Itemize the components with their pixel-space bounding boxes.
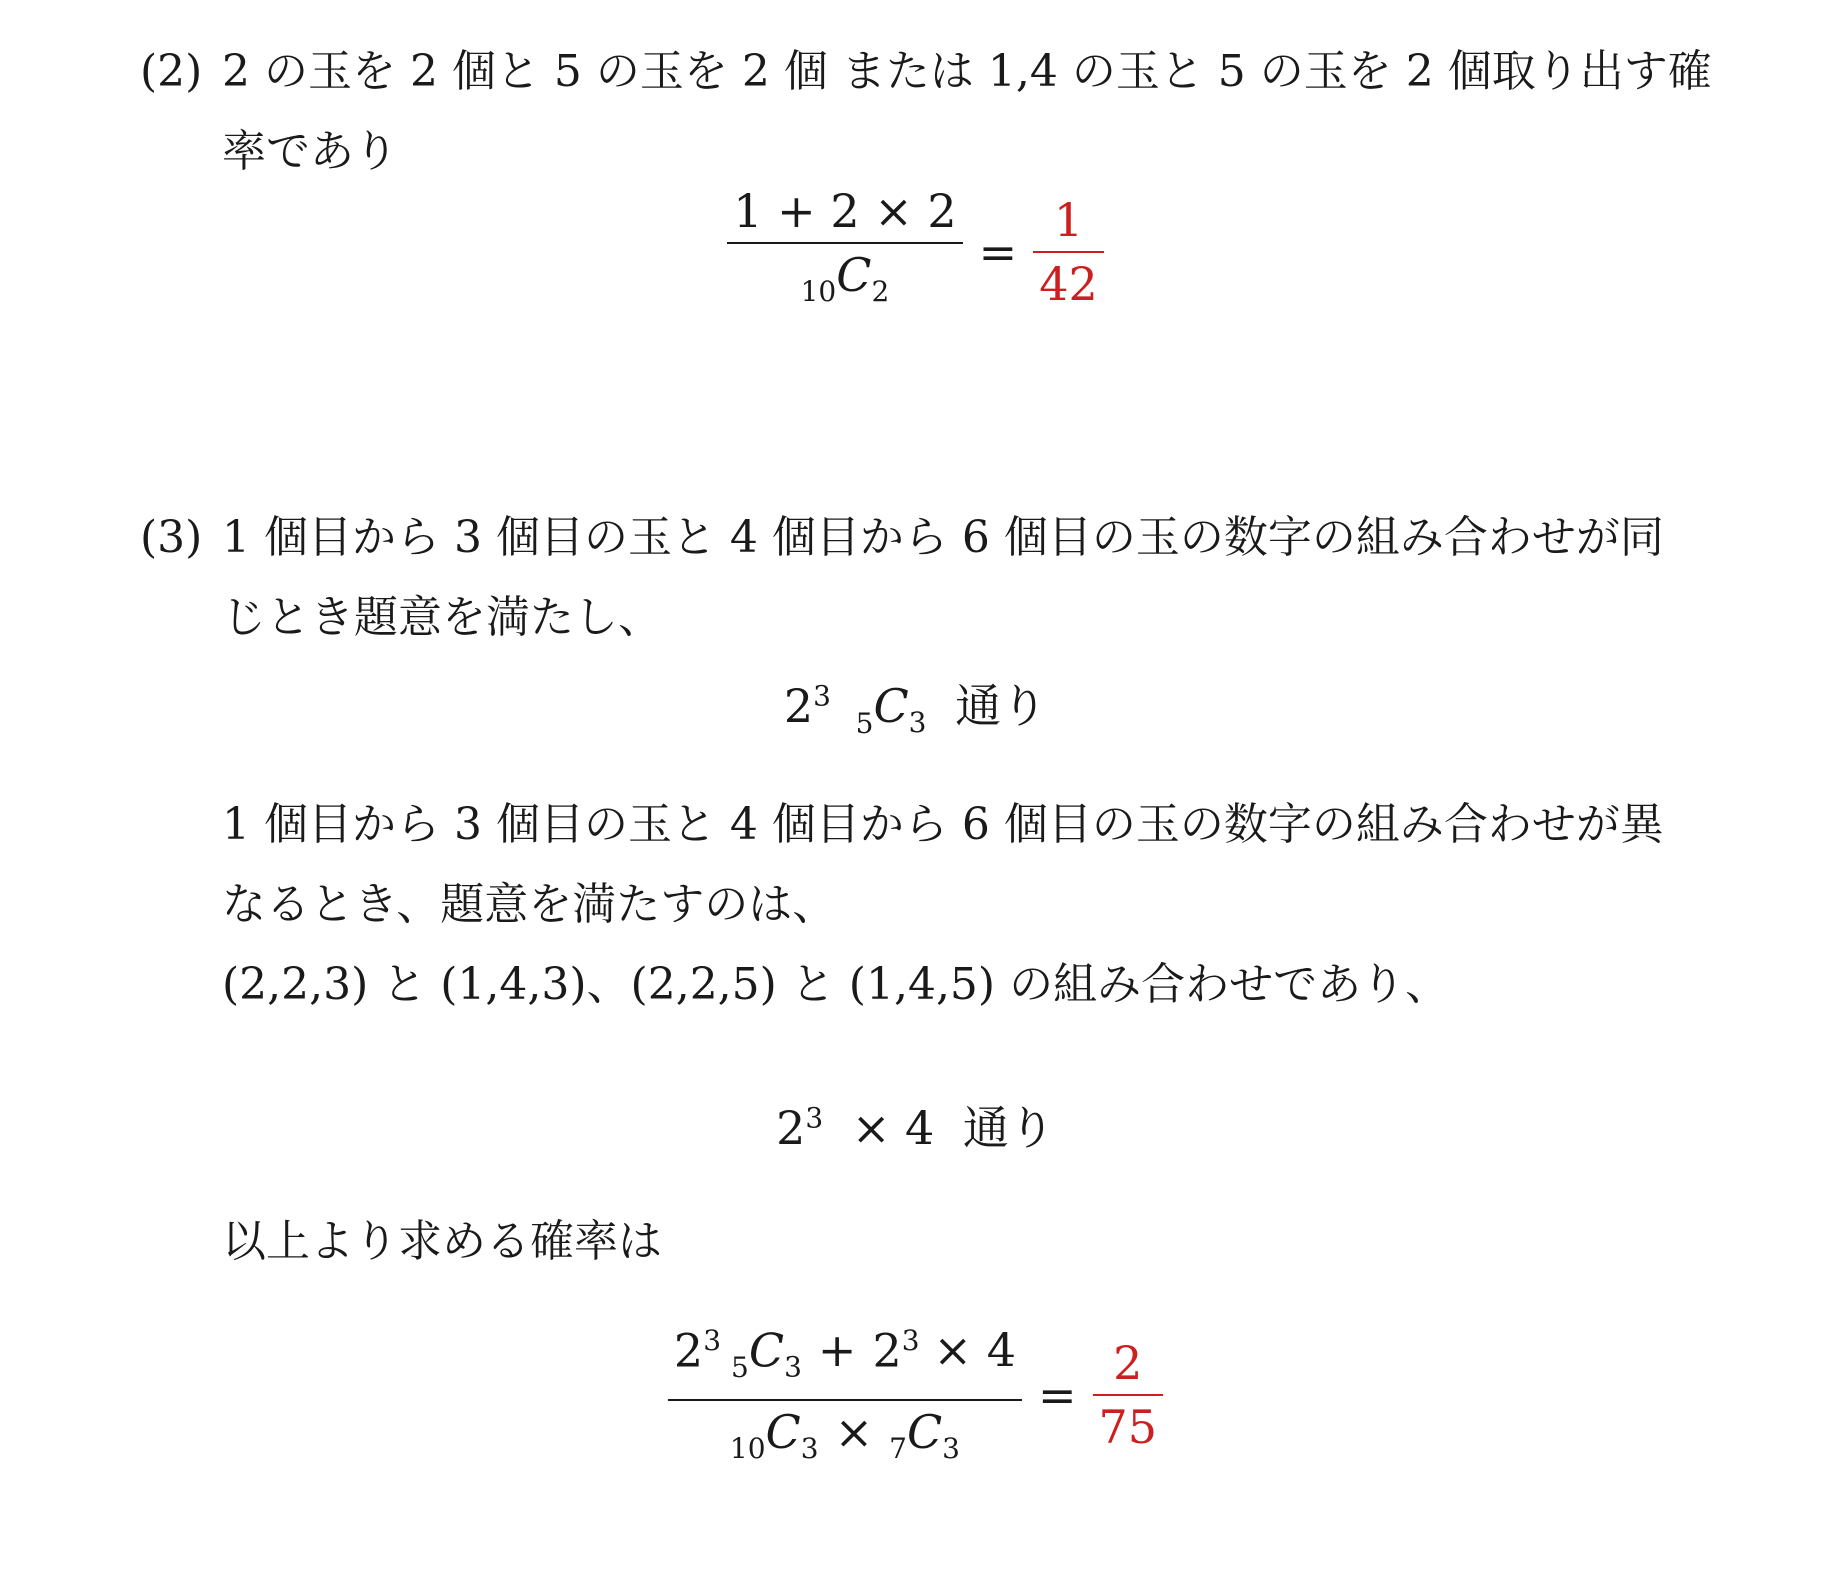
problem-3-line-6: 以上より求める確率は <box>222 1216 662 1267</box>
combination-symbol: C <box>836 248 872 302</box>
count-suffix: 通り <box>962 1101 1055 1155</box>
count-suffix: 通り <box>955 679 1048 734</box>
problem-2-label: (2) <box>140 46 203 97</box>
problem-3-fraction <box>668 1310 1022 1480</box>
problem-2-fraction <box>727 180 962 323</box>
problem-2-numerator: 1 + 2 × 2 <box>733 184 957 238</box>
combination-symbol: C <box>765 1404 801 1459</box>
problem-3-numerator <box>668 1310 1022 1399</box>
problem-2-equation <box>0 180 1831 323</box>
power-base: 2 <box>872 1323 902 1378</box>
power-base: 2 <box>783 679 814 734</box>
answer-numerator: 1 <box>1053 192 1084 247</box>
problem-3-answer <box>1093 1332 1164 1458</box>
multiplier: × 4 <box>851 1101 935 1155</box>
power-exponent: 3 <box>901 1324 920 1357</box>
combination-n: 10 <box>729 1431 766 1465</box>
power-exponent: 3 <box>813 680 831 714</box>
combination-r: 3 <box>800 1431 819 1465</box>
combination-n: 7 <box>889 1431 907 1465</box>
combination-symbol: C <box>906 1404 943 1459</box>
combination-n: 5 <box>855 706 874 740</box>
power-exponent: 3 <box>805 1101 824 1135</box>
power-exponent: 3 <box>703 1324 722 1357</box>
multiplier: × 4 <box>933 1323 1016 1378</box>
problem-3-line-2: じとき題意を満たし、 <box>222 592 662 643</box>
problem-3-label: (3) <box>140 512 203 563</box>
plus-sign: + <box>817 1323 857 1378</box>
power-base: 2 <box>673 1323 704 1378</box>
problem-3-line-3: 1 個目から 3 個目の玉と 4 個目から 6 個目の玉の数字の組み合わせが異 <box>222 799 1664 850</box>
problem-2-denominator <box>795 244 896 323</box>
count-same-case <box>0 670 1831 740</box>
problem-3-line-1: 1 個目から 3 個目の玉と 4 個目から 6 個目の玉の数字の組み合わせが同 <box>222 512 1664 563</box>
problem-3-line-4: なるとき、題意を満たすのは、 <box>222 879 837 930</box>
times-sign: × <box>834 1404 874 1459</box>
problem-3-denominator <box>724 1401 966 1480</box>
problem-3-equation <box>0 1310 1831 1480</box>
combination-r: 2 <box>871 275 890 309</box>
combination-r: 3 <box>784 1350 802 1384</box>
count-different-case <box>0 1090 1831 1160</box>
combination-n: 10 <box>800 275 837 309</box>
combination-r: 3 <box>942 1431 960 1465</box>
combination-n: 5 <box>731 1350 749 1384</box>
combination-r: 3 <box>908 706 927 740</box>
problem-2-line-1: 2 の玉を 2 個と 5 の玉を 2 個 または 1,4 の玉と 5 の玉を 2 個取り出す確 <box>222 46 1712 97</box>
equals-sign: = <box>978 224 1018 279</box>
combination-symbol: C <box>873 679 909 734</box>
power-base: 2 <box>776 1101 806 1155</box>
answer-denominator: 42 <box>1039 256 1098 311</box>
problem-3-line-5: (2,2,3) と (1,4,3)、(2,2,5) と (1,4,5) の組み合わせであり、 <box>222 959 1450 1010</box>
problem-2-answer <box>1033 189 1104 315</box>
answer-numerator: 2 <box>1113 1335 1143 1390</box>
answer-denominator: 75 <box>1098 1399 1158 1454</box>
equals-sign: = <box>1037 1367 1077 1422</box>
combination-symbol: C <box>748 1323 785 1378</box>
problem-2-line-2: 率であり <box>222 126 398 177</box>
